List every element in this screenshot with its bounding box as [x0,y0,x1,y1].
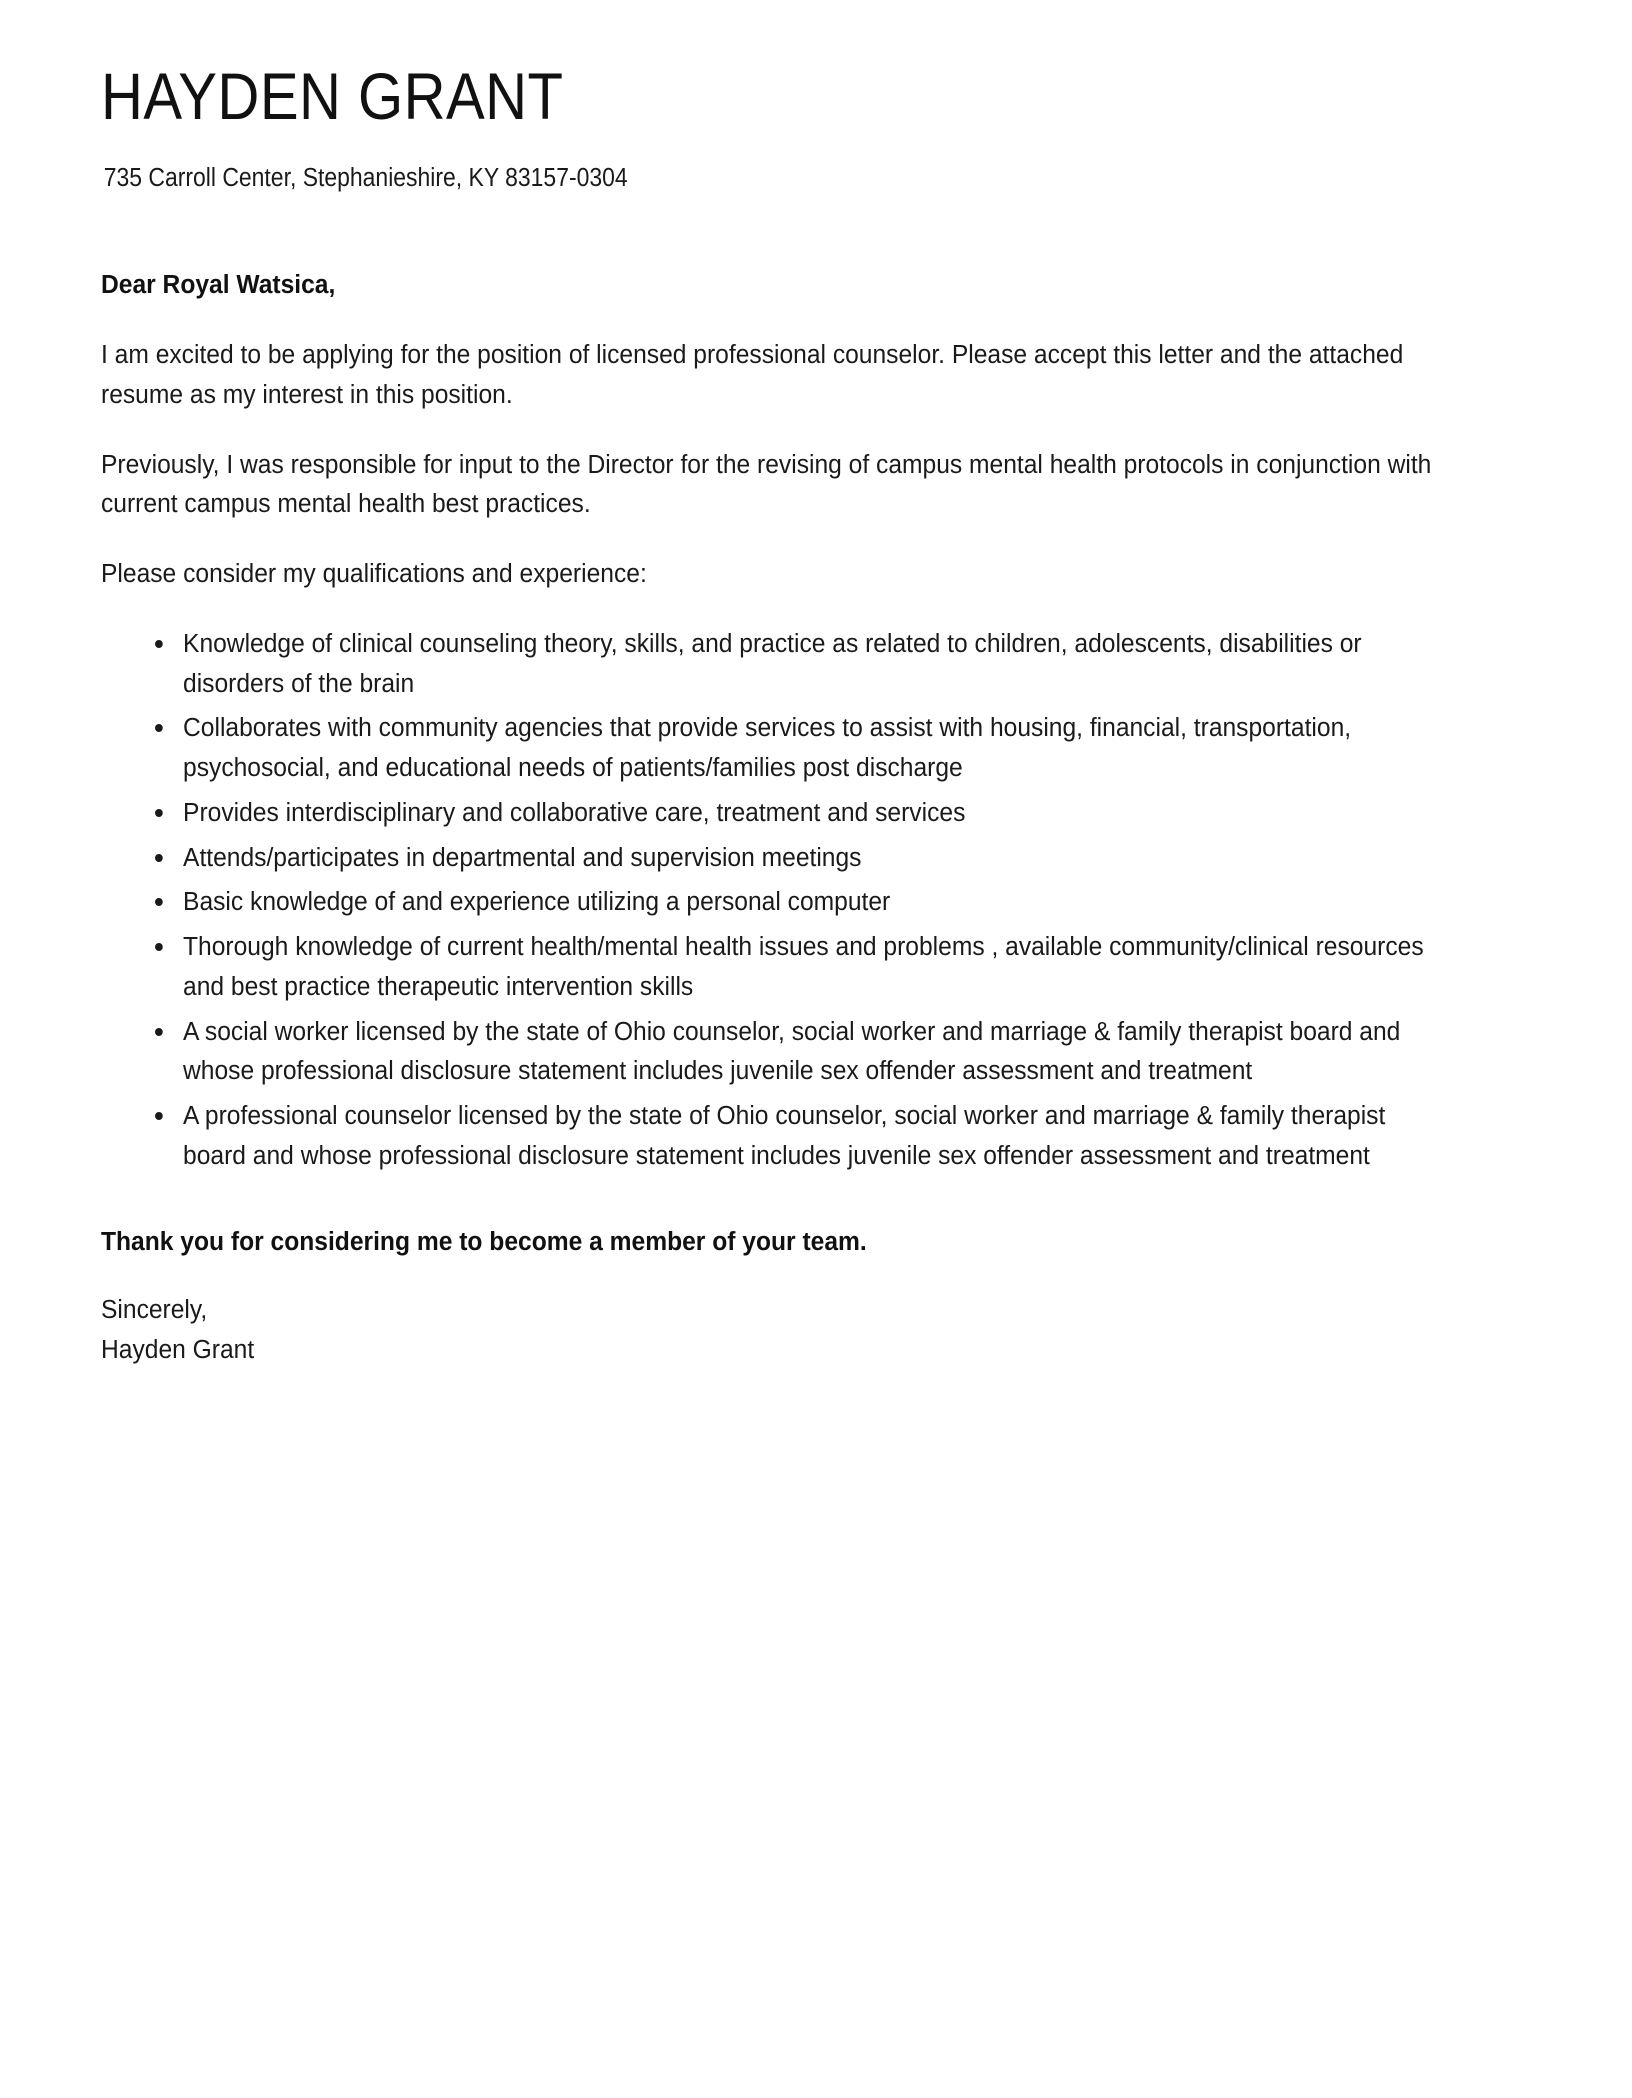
bullet-icon [155,898,163,906]
bullet-icon [155,640,163,648]
bullet-icon [155,854,163,862]
signoff-text: Sincerely, [101,1296,208,1325]
list-item [151,883,1436,923]
signature-block [101,1291,1437,1371]
qualifications-list [101,625,1437,1177]
list-item-text: A professional counselor licensed by the state of Ohio counselor, social worker and marriage & family therapist board and whose professional disclosure statement includes juvenile sex offender assessment and treatment [183,1102,1386,1170]
list-item-text: Provides interdisciplinary and collaborative care, treatment and services [183,798,966,827]
bullet-icon [155,1112,163,1120]
list-item [151,839,1436,879]
list-item-text: Collaborates with community agencies that provide services to assist with housing, financial, transportation, psychosocial, and educational needs of patients/families post discharge [183,714,1352,783]
bullet-icon [155,943,163,951]
list-item [151,794,1436,834]
intro-paragraph: I am excited to be applying for the position of licensed professional counselor. Please accept this letter and the attached resume as my interest in this position. [101,340,1404,409]
contact-address: 735 Carroll Center, Stephanieshire, KY 83157-0304 [103,163,628,192]
salutation: Dear Royal Watsica, [101,271,336,300]
bullet-icon [155,724,163,732]
bullet-icon [155,1028,163,1036]
letter-content [101,0,1531,1371]
closing-statement: Thank you for considering me to become a member of your team. [101,1227,867,1256]
list-item [151,709,1436,789]
letter-body [101,195,1437,1371]
list-item-text: Attends/participates in departmental and supervision meetings [183,843,862,872]
page-title: HAYDEN GRANT [101,59,564,133]
list-item [151,928,1436,1008]
list-item [151,1097,1436,1177]
bullet-icon [155,809,163,817]
qualifications-intro: Please consider my qualifications and experience: [101,560,647,589]
list-item [151,1013,1436,1093]
list-item-text: Knowledge of clinical counseling theory, skills, and practice as related to children, adolescents, disabilities or disorders of the brain [183,629,1362,698]
list-item-text: Thorough knowledge of current health/mental health issues and problems , available community/clinical resources and best practice therapeutic intervention skills [183,933,1424,1001]
signature-name: Hayden Grant [101,1335,255,1364]
list-item [151,625,1436,705]
list-item-text: Basic knowledge of and experience utilizing a personal computer [183,888,891,917]
experience-paragraph: Previously, I was responsible for input to the Director for the revising of campus mental health protocols in conjunction with current campus mental health best practices. [101,450,1432,519]
list-item-text: A social worker licensed by the state of Ohio counselor, social worker and marriage & family therapist board and whose professional disclosure statement includes juvenile sex offender assessment and treatment [183,1017,1401,1086]
